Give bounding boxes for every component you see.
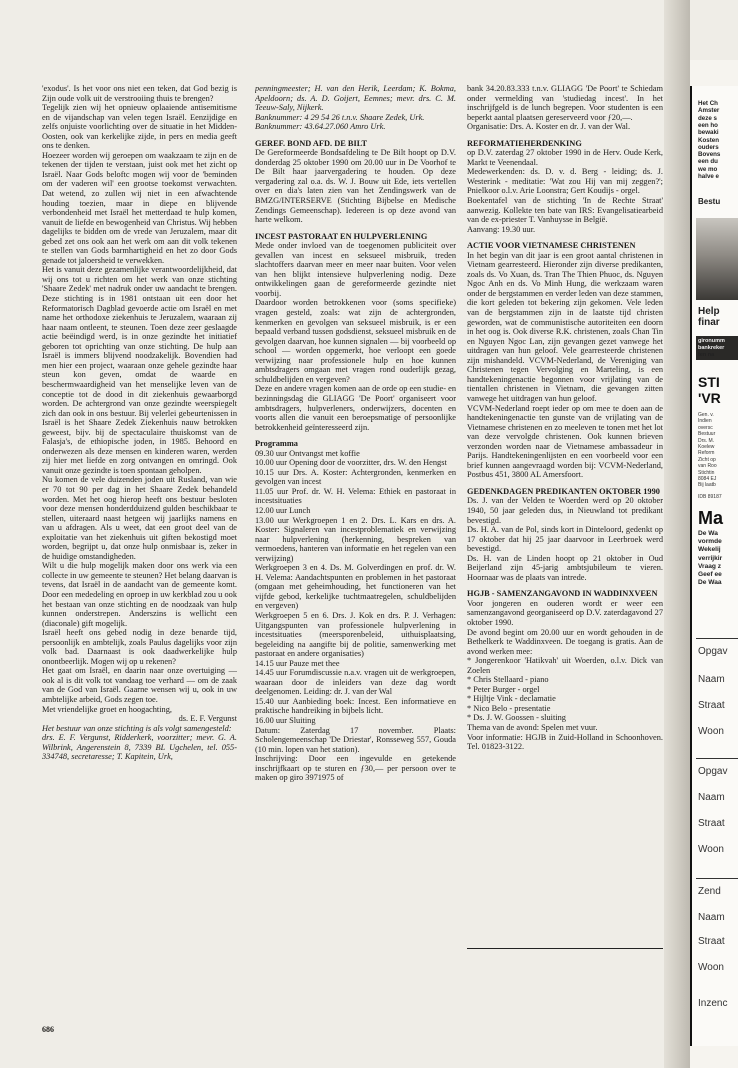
paragraph: Ds. H. van de Linden hoopt op 21 oktober in Oud Beijerland zijn 45-jarig ambtsjubileum te vieren. Hoornaar was de plaats van intrede. [467, 553, 663, 582]
paragraph: Banknummer: 4 29 54 26 t.n.v. Shaare Zedek, Urk. [255, 112, 425, 122]
ad-text-line: Amster [698, 107, 720, 115]
ad-small-text: Koelew [698, 444, 715, 450]
paragraph: 'exodus'. Is het voor ons niet een teken, dat God bezig is Zijn oude volk uit de verstrooiing thuis te brengen? [42, 84, 237, 103]
ad-text-line: deze s [698, 114, 717, 122]
paragraph: Daardoor worden betrokkenen voor (soms specifieke) vragen gesteld, zoals: wat zijn de achtergronden, kenmerken en gevolgen van seksueel misbruik, is er een bepaald verband tussen godsdienst, seksueel misbruik en de gevolgen daarvan, hoe kunnen signalen — bij voorbeeld op school — worden opgemerkt, hoe verloopt een goede verwijzing naar professionele hulp en hoe kunnen ambtsdragers omgaan met vragen rond ouderlijk gezag, schuldbelijden en vergeven? [255, 298, 456, 384]
coupon-field-label: Naam [698, 674, 725, 685]
paragraph: 11.05 uur Prof. dr. W. H. Velema: Ethiek en pastoraat in incestsituaties [255, 486, 456, 506]
paragraph: 10.15 uur Drs. A. Koster: Achtergronden, kenmerken en gevolgen van incest [255, 467, 456, 487]
section-heading: GEDENKDAGEN PREDIKANTEN OKTOBER 1990 [467, 486, 660, 496]
ad-small-text: Bij laatb [698, 482, 716, 489]
ad-small-text: oversc [698, 424, 713, 431]
paragraph: * Jongerenkoor 'Hatikvah' uit Woerden, o.l.v. Dick van Zoelen [467, 656, 663, 675]
paragraph: Het is vanuit deze gezamenlijke verantwoordelijkheid, dat wij ons tot u richten om het werk van onze stichting 'Shaare Zedek' met nadruk onder uw aandacht te brengen. Deze stichting is in 1981 ontstaan uit een door het Reformatorisch Dagblad gevoerde actie om Israël en met name het orthodoxe ziekenhuis te Jeruzalem, waaraan zij haar naam ontleent, te steunen. Toen deze zeer geslaagde actie beëindigd werd, is in onze gezindte het initiatief geboren tot oprichting van onze stichting. De hulp aan Israël is immers blijvend noodzakelijk. Bovendien had men hier een project, waaraan onze gehele gezindte haar steun kon geven, omdat de waarde en beschermwaardigheid van het menselijke leven van de conceptie tot de dood in dit ziekenhuis gewaarborgd worden. De achtergrond van onze gezindte weerspiegelt zich dan ook in ons bestuur. Bij velerlei gebeurtenissen in Israël is het Shaare Zedek Ziekenhuis nauw betrokken geweest, bijv. bij de spectaculaire thuiskomst van de Falasja's, de ethiopische joden, in 1985. Behoord en onderwezen als deze mensen en kinderen waren, werden zij hier met liefde en zorg ontvangen en omringd. Ook vanuit onze gezindte is toen spontaan geholpen. [42, 265, 237, 475]
ad-small-text: Zicht op [698, 456, 716, 463]
section-heading: HGJB - SAMENZANGAVOND IN WADDINXVEEN [467, 589, 658, 599]
paragraph: In het begin van dit jaar is een groot aantal christenen in Vietnam gearresteerd. Hieronder zijn diverse predikanten, zoals ds. Vo Xuan, ds. Tran The Thien Phuoc, ds. Nguyen Ngoc Anh en ds. Vo Minh Hung, die werkzaam waren onder de bergstammen en verder leden van deze stammen, die kort geleden tot bekering zijn gekomen. Vele leden van de bergstammen zijn in de laatste tijd christen geworden, wat de communistische autoriteiten een doorn in het oog is. Ook diverse R.K. christenen, zoals Chan Tin en Nguyen Ngoc Lan, zijn gevangen gezet vanwege het uitdragen van hun geloof. Vele gearresteerde christenen zijn mishandeld. VCVM-Nederland, de Vereniging van Christenen tegen Vervolging en Marteling, is een handtekeningenactie begonnen voor vrijlating van de tientallen christenen in Vietnam, die gevangen zitten vanwege het uitdragen van hun geloof. [467, 250, 663, 403]
ad-text-line: ten na [698, 352, 715, 358]
paragraph: * Chris Stellaard - piano [467, 675, 549, 685]
coupon-field-label: Straat [698, 936, 725, 947]
facing-page-strip [690, 60, 738, 1068]
paragraph: Israël heeft ons gebed nodig in deze benarde tijd, persoonlijk en ambtelijk, zoals Paulus dagelijks voor zijn volk bad. Daarnaast is ook daadwerkelijke hulp onontbeerlijk. Mogen wij op u rekenen? [42, 628, 237, 666]
ad-small-text: Indien [698, 418, 712, 425]
paragraph: Wilt u die hulp mogelijk maken door ons werk via een collecte in uw gemeente te steunen? Het belang daarvan is tevens, dat Israël in de aandacht van de gemeente komt. Door een mededeling en oproep in uw kerkblad zou u ook het bestaan van onze stichting en de noodzaak van hulp kunnen onderstrepen. Anderszins is wellicht een (diaconale) gift mogelijk. [42, 561, 237, 628]
paragraph: Aanvang: 19.30 uur. [467, 224, 536, 234]
paragraph: Deze en andere vragen komen aan de orde op een studie- en bezinningsdag die GLIAGG 'De Poort' organiseert voor ambtsdragers, hulpverleners, onderwijzers, docenten en voorts allen die vanuit een beroepsmatige of persoonlijke betrokkenheid geïnteresseerd zijn. [255, 384, 456, 432]
paragraph: 09.30 uur Ontvangst met koffie [255, 448, 360, 458]
ad-text-line: De Waa [698, 579, 722, 587]
column-end-rule [467, 948, 663, 949]
ad-text-line: we mo [698, 165, 718, 173]
section-heading: ACTIE VOOR VIETNAMESE CHRISTENEN [467, 241, 636, 251]
paragraph: 15.40 uur Aanbieding boek: Incest. Een informatieve en praktische handreiking in bijbels licht. [255, 696, 456, 716]
ad-text-line: Vraag z [698, 562, 722, 570]
paragraph: Werkgroepen 3 en 4. Ds. M. Golverdingen en prof. dr. W. H. Velema: Aandachtspunten en problemen in het pastoraat (omgaan met geheimhouding, het functioneren van het vijfde gebod, kerkelijke tuchtmaatregelen, schuldbelijden en vergeven) [255, 563, 456, 611]
coupon-field-label: Straat [698, 700, 725, 711]
ad-text-line: gironumm [698, 338, 725, 344]
paragraph: * Peter Burger - orgel [467, 684, 540, 694]
section-heading: GEREF. BOND AFD. DE BILT [255, 138, 368, 148]
paragraph: 14.15 uur Pauze met thee [255, 658, 340, 668]
ad-small-text: van Roo [698, 463, 717, 470]
paragraph: bank 34.20.83.333 t.n.v. GLIAGG 'De Poort' te Schiedam onder vermelding van 'studiedag incest'. In het inschrijfgeld is de lunch begrepen. Voor studenten is een beperkt aantal plaatsen gereserveerd voor ƒ20,—. [467, 84, 663, 122]
paragraph: Inschrijving: Door een ingevulde en getekende inschrijfkaart op te sturen en ƒ30,— per persoon over te maken op giro 3971975 of [255, 754, 456, 783]
paragraph: Banknummer: 43.64.27.060 Amro Urk. [255, 122, 386, 132]
paragraph: * Nico Belo - presentatie [467, 703, 551, 713]
paragraph: Voor informatie: HGJB in Zuid-Holland in Schoonhoven. Tel. 01823-3122. [467, 732, 663, 752]
coupon-field-label: Inzenc [698, 998, 728, 1009]
paragraph: De avond begint om 20.00 uur en wordt gehouden in de Bethelkerk te Waddinxveen. De toegang is gratis. Aan de avond werken mee: [467, 627, 663, 656]
paragraph: Organisatie: Drs. A. Koster en dr. J. van der Wal. [467, 122, 631, 132]
ad-text-line: ouders [698, 143, 719, 151]
paragraph: Voor jongeren en ouderen wordt er weer een samenzangavond georganiseerd op D.V. zaterdagavond 27 oktober 1990. [467, 598, 663, 627]
coupon-rule [696, 878, 738, 879]
ad-text-line: Kosten [698, 136, 719, 144]
coupon-field-label: Opgav [698, 766, 728, 777]
paragraph: De Gereformeerde Bondsafdeling te De Bilt hoopt op D.V. donderdag 25 oktober 1990 om 20.00 uur in De Voorhof te De Bilt haar jaarvergadering te houden. Op deze vergadering zal o.a. ds. W. J. Bouw uit Ede, iets vertellen over en dia's laten zien van het Zendingswerk van de BMZG/INTERSERVE (Stichting Bijbelse en Medische Zendings Gemeenschap). Iedereen is op deze avond van harte welkom. [255, 148, 456, 225]
paragraph: 12.00 uur Lunch [255, 505, 311, 515]
ad-headline: finar [698, 317, 720, 328]
paragraph: * Ds. J. W. Goossen - sluiting [467, 713, 566, 723]
paragraph: Het gaat om Israël, en daarin naar onze overtuiging — ook al is dit volk tot vandaag toe verhard — om de zaak van de God van Israël. Gaarne wensen wij u, ook in uw ambtelijke arbeid, Gods zegen toe. [42, 666, 237, 704]
coupon-field-label: Woon [698, 962, 724, 973]
page-number: 686 [42, 1025, 54, 1034]
coupon-rule [696, 758, 738, 759]
ad-small-text: Bestuur [698, 431, 716, 438]
coupon-field-label: Opgav [698, 646, 728, 657]
ad-text-line: bewaki [698, 129, 719, 137]
paragraph: Boekentafel van de stichting 'In de Rechte Straat' aanwezig. Kollekte ten bate van IRS: Evangelisatiearbeid van de ex-priester T. Vanhuysse in België. [467, 196, 663, 225]
ad-text-line: De Wa [698, 530, 718, 537]
section-heading: REFORMATIEHERDENKING [467, 138, 582, 148]
ad-text-line: verrijkir [698, 554, 723, 562]
paragraph: ds. E. F. Vergunst [178, 714, 237, 724]
coupon-field-label: Naam [698, 792, 725, 803]
coupon-field-label: Naam [698, 912, 725, 923]
ad-big-title: STI [698, 374, 720, 390]
paragraph: 16.00 uur Sluiting [255, 716, 316, 725]
ad-headline: Help [698, 306, 720, 317]
ad-photo [696, 218, 738, 300]
paragraph: Thema van de avond: Spelen met vuur. [467, 723, 598, 732]
column-middle [255, 84, 456, 1014]
paragraph: penningmeester; H. van den Herik, Leerdam; K. Bokma, Apeldoorn; ds. A. D. Goijert, Eemnes; mevr. drs. C. M. Teeuw-Saly, Nijkerk. [255, 84, 456, 113]
coupon-field-label: Woon [698, 726, 724, 737]
column-left [42, 84, 237, 1014]
paragraph: * Hijltje Vink - declamatie [467, 694, 556, 704]
paragraph: Werkgroepen 5 en 6. Drs. J. Kok en drs. P. J. Verhagen: Uitgangspunten van professionele hulpverlening in incestsituaties (meersporenbeleid, uithuisplaatsing, begeleiding na aangifte bij de politie, samenwerking met pastoraat en andere organisaties) [255, 610, 456, 659]
ad-text-line: Wekelij [698, 546, 721, 554]
paragraph: VCVM-Nederland roept ieder op om mee te doen aan de handtekeningenactie ten gunste van de vrijlating van de Vietnamese christenen en zo meeleven te tonen met het lot van deze vervolgde christenen. Ook kunnen brieven verzonden worden naar de Vietnamese ambassadeur in Parijs. Handtekeningenlijsten en een voorbeeld voor een brief kunnen aangevraagd worden bij: VCVM-Nederland, Postbus 451, 3800 AL Amersfoort. [467, 403, 663, 480]
ad-text-line: Geef ee [698, 571, 722, 578]
paragraph: Mede onder invloed van de toegenomen publiciteit over gevallen van incest en seksueel misbruik, treden slachtoffers daarvan meer en meer naar buiten. Voor velen van hen blijkt intensieve hulpverlening nodig. Deze ontwikkelingen gaan de gereformeerde gezindte niet voorbij. [255, 241, 456, 298]
paragraph: Datum: Zaterdag 17 november. Plaats: Scholengemeenschap 'De Driestar', Ronsseweg 557, Gouda (10 min. lopen van het station). [255, 725, 456, 754]
coupon-field-label: Straat [698, 818, 725, 829]
coupon-field-label: Woon [698, 844, 724, 855]
paragraph: 10.00 uur Opening door de voorzitter, drs. W. den Hengst [255, 458, 447, 468]
ad-text-line: halve e [698, 173, 719, 180]
ad-big-title: Ma [698, 508, 724, 528]
ad-text-line: Het Ch [698, 100, 718, 107]
coupon-field-label: Zend [698, 886, 721, 897]
binding-gutter [664, 0, 690, 1068]
ad-small-text: Stichtin [698, 469, 715, 476]
section-heading: Programma [255, 439, 298, 449]
advertisement-box [690, 86, 738, 1046]
paragraph: Nu komen de vele duizenden joden uit Rusland, van wie er 70 tot 90 per dag in het Shaare Zedek behandeld worden. Met het oog hierop heeft ons bestuur besloten voor deze mensen honderdduizend gulden beschikbaar te stellen, uiteraard naast hetgeen wij jaarlijks namens en van u afdragen. Als u weet, dat een groot deel van de exploitatie van het ziekenhuis uit giften bekostigd moet worden, begrijpt u, dat onze hulp onmisbaar is, zeker in de huidige omstandigheden. [42, 475, 237, 561]
ad-text-line: Bestu [698, 197, 721, 206]
ad-big-title: 'VR [698, 390, 721, 406]
paragraph: Met vriendelijke groet en hoogachting, [42, 704, 172, 714]
section-heading: INCEST PASTORAAT EN HULPVERLENING [255, 231, 428, 241]
paragraph: drs. E. F. Vergunst, Ridderkerk, voorzitter; mevr. G. A. Wilbrink, Angerenstein 8, 7339 BL Ugchelen, tel. 055-334748, secretaresse; T. Kapitein, Urk, [42, 733, 237, 762]
ad-small-text: Gen. v. [698, 412, 714, 418]
paragraph: Hoezeer worden wij geroepen om waakzaam te zijn en de tekenen der tijden te verstaan, juist ook met het zicht op Israël. Naar Gods beloftc mogen wij voor de 'beminden om der vaderen wil' een grootse toekomst verwachten. Dat wetend, zo zullen wij niet in een afwachtende houding toezien, maar in diepe en blijvende verbondenheid met Israël het metterdaad te hulp komen, vanuit de liefde en bewogenheid van Christus. Wij hebben dagelijks te bidden om de vrede van Jeruzalem, maar dit gebed zet ons ook aan het werk om aan dit volk tekenen te stellen van Gods barmhartigheid en het zo door Gods genade tot jaloersheid te verwekken. [42, 150, 237, 265]
ad-code: IDB 89187 [698, 494, 722, 500]
column-right [467, 84, 663, 1014]
coupon-rule [696, 638, 738, 639]
ad-small-text: Reform [698, 450, 715, 457]
paragraph: 14.45 uur Forumdiscussie n.a.v. vragen uit de werkgroepen, waaraan door de inleiders van deze dag wordt deelgenomen. Leiding: dr. J. van der Wal [255, 668, 456, 697]
ad-text-line: een du [698, 158, 718, 166]
paragraph: Medewerkenden: ds. D. v. d. Berg - leiding; ds. J. Westerink - meditatie: 'Wat zou Hij van mij zeggen?'; Pnielkoor o.l.v. Arie Loonstra; Gert Koudijs - orgel. [467, 167, 663, 196]
paragraph: op D.V. zaterdag 27 oktober 1990 in de Herv. Oude Kerk, Markt te Veenendaal. [467, 148, 663, 167]
paragraph: Het bestuur van onze stichting is als volgt samengesteld: [42, 723, 232, 733]
ad-small-text: 8084 EJ [698, 476, 717, 482]
paragraph: Tegelijk zien wij het opnieuw oplaaiende antisemitisme en de vijandschap van velen tegen Israël. Eenzijdige en zelfs onjuiste voorlichting over de situatie in het Midden-Oosten, ook van kerkelijke zijde, in pers en media geeft ons te denken. [42, 103, 237, 151]
paragraph: Ds. H. A. van de Pol, sinds kort in Dinteloord, gedenkt op 17 oktober dat hij 25 jaar daarvoor in Leerbroek werd bevestigd. [467, 525, 663, 554]
paragraph: 13.00 uur Werkgroepen 1 en 2. Drs. L. Kars en drs. A. Koster: Signaleren van incestproblematiek en verwijzing naar hulpverlening (herkenning, bespreken van vermoedens, hanteren van informatie en het regelen van een verwijzing) [255, 515, 456, 563]
paragraph: Ds. J. van der Velden te Woerden werd op 20 oktober 1940, 50 jaar geleden dus, in Nieuwland tot predikant bevestigd. [467, 496, 663, 525]
ad-text-line: een ho [698, 121, 718, 129]
ad-text-line: bankreker [698, 345, 725, 351]
ad-text-line: Bovens [698, 151, 721, 159]
ad-text-line: vormde [698, 538, 722, 546]
ad-small-text: Drs. M. [698, 437, 715, 444]
